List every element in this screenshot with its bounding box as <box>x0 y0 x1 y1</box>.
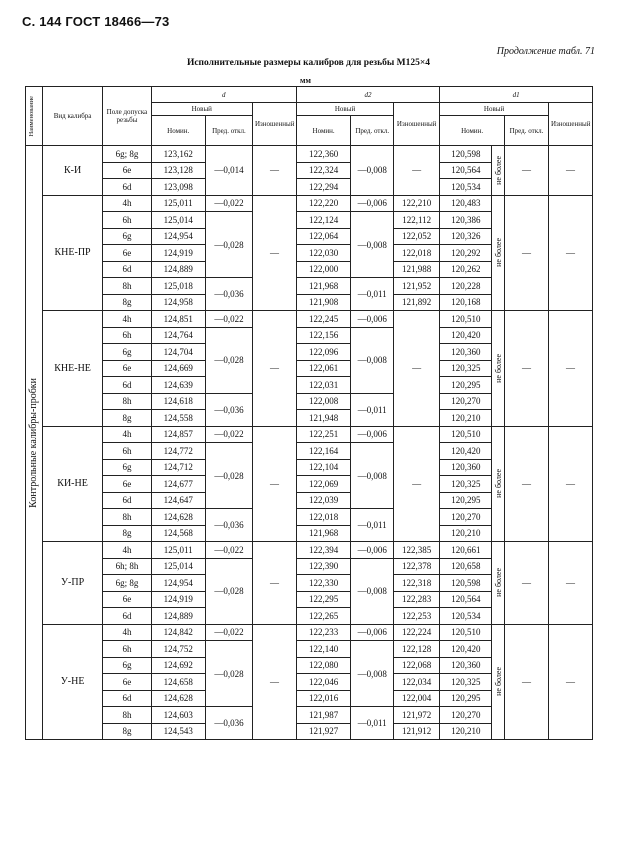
gauge-type-name: К-И <box>42 146 103 196</box>
d-nominal: 124,658 <box>151 674 205 691</box>
d-nominal: 124,692 <box>151 657 205 674</box>
d1-nominal: 120,510 <box>440 426 492 443</box>
d2-nominal: 121,987 <box>296 707 350 724</box>
d-deviation: —0,028 <box>205 212 252 278</box>
d2-deviation: —0,008 <box>351 146 394 196</box>
gauge-type-name: У-НЕ <box>42 624 103 740</box>
d-nominal: 124,558 <box>151 410 205 427</box>
tolerance-field: 8h <box>103 707 151 724</box>
d2-nominal: 122,251 <box>296 426 350 443</box>
tolerance-field: 4h <box>103 542 151 559</box>
d-nominal: 124,543 <box>151 723 205 740</box>
d2-worn: 121,912 <box>394 723 440 740</box>
d-deviation: —0,036 <box>205 393 252 426</box>
d1-nominal: 120,228 <box>440 278 492 295</box>
d2-nominal: 122,265 <box>296 608 350 625</box>
d1-nominal: 120,420 <box>440 327 492 344</box>
d1-nominal: 120,325 <box>440 360 492 377</box>
tolerance-field: 4h <box>103 311 151 328</box>
d1-nominal: 120,598 <box>440 575 492 592</box>
d1-nominal: 120,658 <box>440 558 492 575</box>
d2-nominal: 122,156 <box>296 327 350 344</box>
d2-deviation: —0,008 <box>351 641 394 707</box>
d1-nominal: 120,325 <box>440 476 492 493</box>
tolerance-field: 6h <box>103 212 151 229</box>
d2-worn: 122,018 <box>394 245 440 262</box>
tolerance-field: 6d <box>103 377 151 394</box>
d-nominal: 124,628 <box>151 509 205 526</box>
tolerance-field: 6h <box>103 327 151 344</box>
gauge-type-name: КНЕ-НЕ <box>42 311 103 427</box>
d-nominal: 124,568 <box>151 525 205 542</box>
d1-nominal: 120,661 <box>440 542 492 559</box>
d1-nominal: 120,420 <box>440 641 492 658</box>
d2-nominal: 121,948 <box>296 410 350 427</box>
tolerance-field: 6g; 8g <box>103 575 151 592</box>
tolerance-field: 6e <box>103 476 151 493</box>
table-row <box>26 624 593 641</box>
header-pole-dopuska: Поле допуска резьбы <box>103 87 151 146</box>
d1-nominal: 120,360 <box>440 459 492 476</box>
d2-deviation: —0,008 <box>351 212 394 278</box>
d1-deviation: — <box>505 542 549 625</box>
d2-nominal: 122,096 <box>296 344 350 361</box>
tolerance-field: 6h; 8h <box>103 558 151 575</box>
d-nominal: 124,764 <box>151 327 205 344</box>
d2-nominal: 122,164 <box>296 443 350 460</box>
d2-deviation: —0,011 <box>351 393 394 426</box>
tolerance-field: 6g <box>103 228 151 245</box>
d2-deviation: —0,006 <box>351 195 394 212</box>
d1-deviation: — <box>505 311 549 427</box>
d-nominal: 124,677 <box>151 476 205 493</box>
d2-deviation: —0,011 <box>351 707 394 740</box>
d2-nominal: 122,104 <box>296 459 350 476</box>
d-deviation: —0,022 <box>205 624 252 641</box>
d-deviation: —0,036 <box>205 278 252 311</box>
d-nominal: 125,018 <box>151 278 205 295</box>
d2-worn: — <box>394 146 440 196</box>
header-d1: d1 <box>440 87 593 103</box>
d-nominal: 124,857 <box>151 426 205 443</box>
d2-worn: 122,034 <box>394 674 440 691</box>
d2-nominal: 122,061 <box>296 360 350 377</box>
d1-nominal: 120,210 <box>440 723 492 740</box>
d1-deviation: — <box>505 146 549 196</box>
d2-nominal: 122,018 <box>296 509 350 526</box>
tolerance-field: 6d <box>103 179 151 196</box>
tolerance-field: 6d <box>103 608 151 625</box>
d2-nominal: 122,245 <box>296 311 350 328</box>
d1-nominal: 120,360 <box>440 657 492 674</box>
d2-worn: 122,378 <box>394 558 440 575</box>
table-title: Исполнительные размеры калибров для резьбы М125×4 <box>186 58 431 68</box>
tolerance-field: 8h <box>103 393 151 410</box>
d-nominal: 124,954 <box>151 228 205 245</box>
d-deviation: —0,028 <box>205 443 252 509</box>
d1-deviation: — <box>505 426 549 542</box>
header-naimenovanie: Наименование <box>26 87 43 146</box>
d1-nominal: 120,510 <box>440 624 492 641</box>
d1-nominal: 120,420 <box>440 443 492 460</box>
gauge-type-name: У-ПР <box>42 542 103 625</box>
tolerance-field: 6e <box>103 245 151 262</box>
d1-nominal: 120,326 <box>440 228 492 245</box>
d1-nominal: 120,295 <box>440 492 492 509</box>
d-nominal: 124,954 <box>151 575 205 592</box>
d-deviation: —0,028 <box>205 641 252 707</box>
tolerance-field: 8h <box>103 509 151 526</box>
d2-nominal: 121,968 <box>296 525 350 542</box>
table-row <box>26 426 593 443</box>
d-nominal: 125,014 <box>151 212 205 229</box>
ne-bolee-label: не более <box>492 426 505 542</box>
d2-nominal: 122,031 <box>296 377 350 394</box>
tolerance-field: 6h <box>103 641 151 658</box>
d2-nominal: 121,927 <box>296 723 350 740</box>
d1-worn: — <box>548 146 592 196</box>
d1-nominal: 120,386 <box>440 212 492 229</box>
tolerance-field: 8h <box>103 278 151 295</box>
tolerance-field: 4h <box>103 195 151 212</box>
d-worn: — <box>252 542 296 625</box>
header-d2-new: Новый <box>296 103 393 116</box>
tolerance-field: 8g <box>103 294 151 311</box>
tolerance-field: 6g <box>103 344 151 361</box>
d1-nominal: 120,483 <box>440 195 492 212</box>
header-d-worn: Изношенный <box>252 103 296 146</box>
d-nominal: 124,618 <box>151 393 205 410</box>
d2-nominal: 122,390 <box>296 558 350 575</box>
tolerance-field: 6e <box>103 162 151 179</box>
d2-nominal: 122,046 <box>296 674 350 691</box>
d2-nominal: 122,324 <box>296 162 350 179</box>
d-nominal: 124,639 <box>151 377 205 394</box>
header-d1-dev: Пред. откл. <box>505 116 549 146</box>
d1-nominal: 120,292 <box>440 245 492 262</box>
d1-nominal: 120,270 <box>440 393 492 410</box>
tolerance-field: 6g <box>103 459 151 476</box>
d2-worn: — <box>394 426 440 542</box>
header-d2: d2 <box>296 87 439 103</box>
d2-nominal: 122,064 <box>296 228 350 245</box>
d-nominal: 123,162 <box>151 146 205 163</box>
d2-worn: 122,210 <box>394 195 440 212</box>
d2-nominal: 122,124 <box>296 212 350 229</box>
tolerance-field: 6d <box>103 690 151 707</box>
d2-worn: 122,052 <box>394 228 440 245</box>
d-nominal: 124,842 <box>151 624 205 641</box>
d1-nominal: 120,510 <box>440 311 492 328</box>
d2-worn: 121,952 <box>394 278 440 295</box>
d-deviation: —0,028 <box>205 327 252 393</box>
d1-nominal: 120,270 <box>440 509 492 526</box>
d-nominal: 124,851 <box>151 311 205 328</box>
d2-deviation: —0,006 <box>351 426 394 443</box>
d2-nominal: 122,360 <box>296 146 350 163</box>
d1-nominal: 120,295 <box>440 377 492 394</box>
d-deviation: —0,022 <box>205 195 252 212</box>
d-nominal: 125,014 <box>151 558 205 575</box>
d-deviation: —0,036 <box>205 707 252 740</box>
d2-deviation: —0,008 <box>351 443 394 509</box>
d2-nominal: 122,294 <box>296 179 350 196</box>
tolerance-field: 6d <box>103 261 151 278</box>
header-d2-nom: Номин. <box>296 116 350 146</box>
d2-nominal: 122,330 <box>296 575 350 592</box>
d2-deviation: —0,006 <box>351 311 394 328</box>
header-d-nom: Номин. <box>151 116 205 146</box>
d2-deviation: —0,006 <box>351 624 394 641</box>
d2-deviation: —0,011 <box>351 278 394 311</box>
d-deviation: —0,014 <box>205 146 252 196</box>
tolerance-field: 8g <box>103 525 151 542</box>
tolerance-field: 6g <box>103 657 151 674</box>
d2-worn: 122,253 <box>394 608 440 625</box>
unit-label: мм <box>300 76 311 85</box>
d2-worn: 122,068 <box>394 657 440 674</box>
d2-worn: — <box>394 311 440 427</box>
d-nominal: 125,011 <box>151 542 205 559</box>
d-nominal: 124,669 <box>151 360 205 377</box>
d1-nominal: 120,534 <box>440 179 492 196</box>
header-d2-worn: Изношенный <box>394 103 440 146</box>
d-nominal: 124,712 <box>151 459 205 476</box>
d2-worn: 122,004 <box>394 690 440 707</box>
d2-worn: 122,385 <box>394 542 440 559</box>
ne-bolee-label: не более <box>492 311 505 427</box>
header-d1-new: Новый <box>440 103 549 116</box>
d-deviation: —0,028 <box>205 558 252 624</box>
d1-nominal: 120,564 <box>440 591 492 608</box>
d2-nominal: 122,030 <box>296 245 350 262</box>
d1-nominal: 120,598 <box>440 146 492 163</box>
d1-deviation: — <box>505 195 549 311</box>
d-nominal: 124,628 <box>151 690 205 707</box>
d1-deviation: — <box>505 624 549 740</box>
gauge-dimensions-table <box>25 86 593 740</box>
d2-worn: 122,128 <box>394 641 440 658</box>
d2-worn: 122,318 <box>394 575 440 592</box>
d2-worn: 121,972 <box>394 707 440 724</box>
d-nominal: 124,603 <box>151 707 205 724</box>
d1-nominal: 120,295 <box>440 690 492 707</box>
header-vid-kalibra: Вид калибра <box>42 87 103 146</box>
d2-nominal: 122,394 <box>296 542 350 559</box>
page-header: С. 144 ГОСТ 18466—73 <box>22 14 170 29</box>
tolerance-field: 4h <box>103 426 151 443</box>
tolerance-field: 8g <box>103 723 151 740</box>
header-d: d <box>151 87 296 103</box>
d2-nominal: 122,233 <box>296 624 350 641</box>
tolerance-field: 6e <box>103 674 151 691</box>
d2-nominal: 122,069 <box>296 476 350 493</box>
d-worn: — <box>252 146 296 196</box>
d-nominal: 123,128 <box>151 162 205 179</box>
d1-worn: — <box>548 624 592 740</box>
d-deviation: —0,022 <box>205 542 252 559</box>
d2-nominal: 122,220 <box>296 195 350 212</box>
d2-deviation: —0,006 <box>351 542 394 559</box>
d-worn: — <box>252 624 296 740</box>
d-nominal: 125,011 <box>151 195 205 212</box>
header-d2-dev: Пред. откл. <box>351 116 394 146</box>
d1-worn: — <box>548 195 592 311</box>
table-row <box>26 311 593 328</box>
d2-nominal: 122,008 <box>296 393 350 410</box>
d2-worn: 122,112 <box>394 212 440 229</box>
d-deviation: —0,036 <box>205 509 252 542</box>
d1-nominal: 120,360 <box>440 344 492 361</box>
d2-nominal: 122,080 <box>296 657 350 674</box>
d-nominal: 124,919 <box>151 245 205 262</box>
d1-nominal: 120,210 <box>440 525 492 542</box>
tolerance-field: 6e <box>103 591 151 608</box>
d2-deviation: —0,008 <box>351 327 394 393</box>
d-worn: — <box>252 426 296 542</box>
gauge-type-name: КНЕ-ПР <box>42 195 103 311</box>
d2-worn: 122,224 <box>394 624 440 641</box>
table-row <box>26 195 593 212</box>
d2-nominal: 121,968 <box>296 278 350 295</box>
d1-nominal: 120,168 <box>440 294 492 311</box>
d1-nominal: 120,564 <box>440 162 492 179</box>
d1-nominal: 120,534 <box>440 608 492 625</box>
d-nominal: 124,704 <box>151 344 205 361</box>
ne-bolee-label: не более <box>492 542 505 625</box>
d2-worn: 122,283 <box>394 591 440 608</box>
ne-bolee-label: не более <box>492 624 505 740</box>
d-deviation: —0,022 <box>205 426 252 443</box>
d2-nominal: 122,295 <box>296 591 350 608</box>
d1-worn: — <box>548 426 592 542</box>
d-nominal: 124,647 <box>151 492 205 509</box>
d2-nominal: 122,016 <box>296 690 350 707</box>
tolerance-field: 8g <box>103 410 151 427</box>
d1-nominal: 120,262 <box>440 261 492 278</box>
tolerance-field: 6e <box>103 360 151 377</box>
d1-nominal: 120,325 <box>440 674 492 691</box>
d2-nominal: 121,908 <box>296 294 350 311</box>
d-nominal: 124,889 <box>151 608 205 625</box>
header-d1-worn: Изношенный <box>548 103 592 146</box>
d-nominal: 124,919 <box>151 591 205 608</box>
d-nominal: 124,772 <box>151 443 205 460</box>
d-deviation: —0,022 <box>205 311 252 328</box>
d2-nominal: 122,140 <box>296 641 350 658</box>
d-nominal: 124,889 <box>151 261 205 278</box>
table-row <box>26 146 593 163</box>
header-d1-nom: Номин. <box>440 116 505 146</box>
d1-nominal: 120,210 <box>440 410 492 427</box>
side-label: Контрольные калибры-пробки <box>26 146 43 740</box>
d2-nominal: 122,000 <box>296 261 350 278</box>
d2-nominal: 122,039 <box>296 492 350 509</box>
d1-nominal: 120,270 <box>440 707 492 724</box>
d-worn: — <box>252 311 296 427</box>
tolerance-field: 4h <box>103 624 151 641</box>
table-row <box>26 542 593 559</box>
d1-worn: — <box>548 542 592 625</box>
d-nominal: 123,098 <box>151 179 205 196</box>
gauge-type-name: КИ-НЕ <box>42 426 103 542</box>
d1-worn: — <box>548 311 592 427</box>
tolerance-field: 6h <box>103 443 151 460</box>
ne-bolee-label: не более <box>492 146 505 196</box>
header-d-new: Новый <box>151 103 252 116</box>
d2-deviation: —0,011 <box>351 509 394 542</box>
d2-deviation: —0,008 <box>351 558 394 624</box>
tolerance-field: 6d <box>103 492 151 509</box>
d-nominal: 124,958 <box>151 294 205 311</box>
ne-bolee-label: не более <box>492 195 505 311</box>
table-continuation-label: Продолжение табл. 71 <box>496 46 595 57</box>
d2-worn: 121,988 <box>394 261 440 278</box>
tolerance-field: 6g; 8g <box>103 146 151 163</box>
d-worn: — <box>252 195 296 311</box>
d-nominal: 124,752 <box>151 641 205 658</box>
header-d-dev: Пред. откл. <box>205 116 252 146</box>
d2-worn: 121,892 <box>394 294 440 311</box>
